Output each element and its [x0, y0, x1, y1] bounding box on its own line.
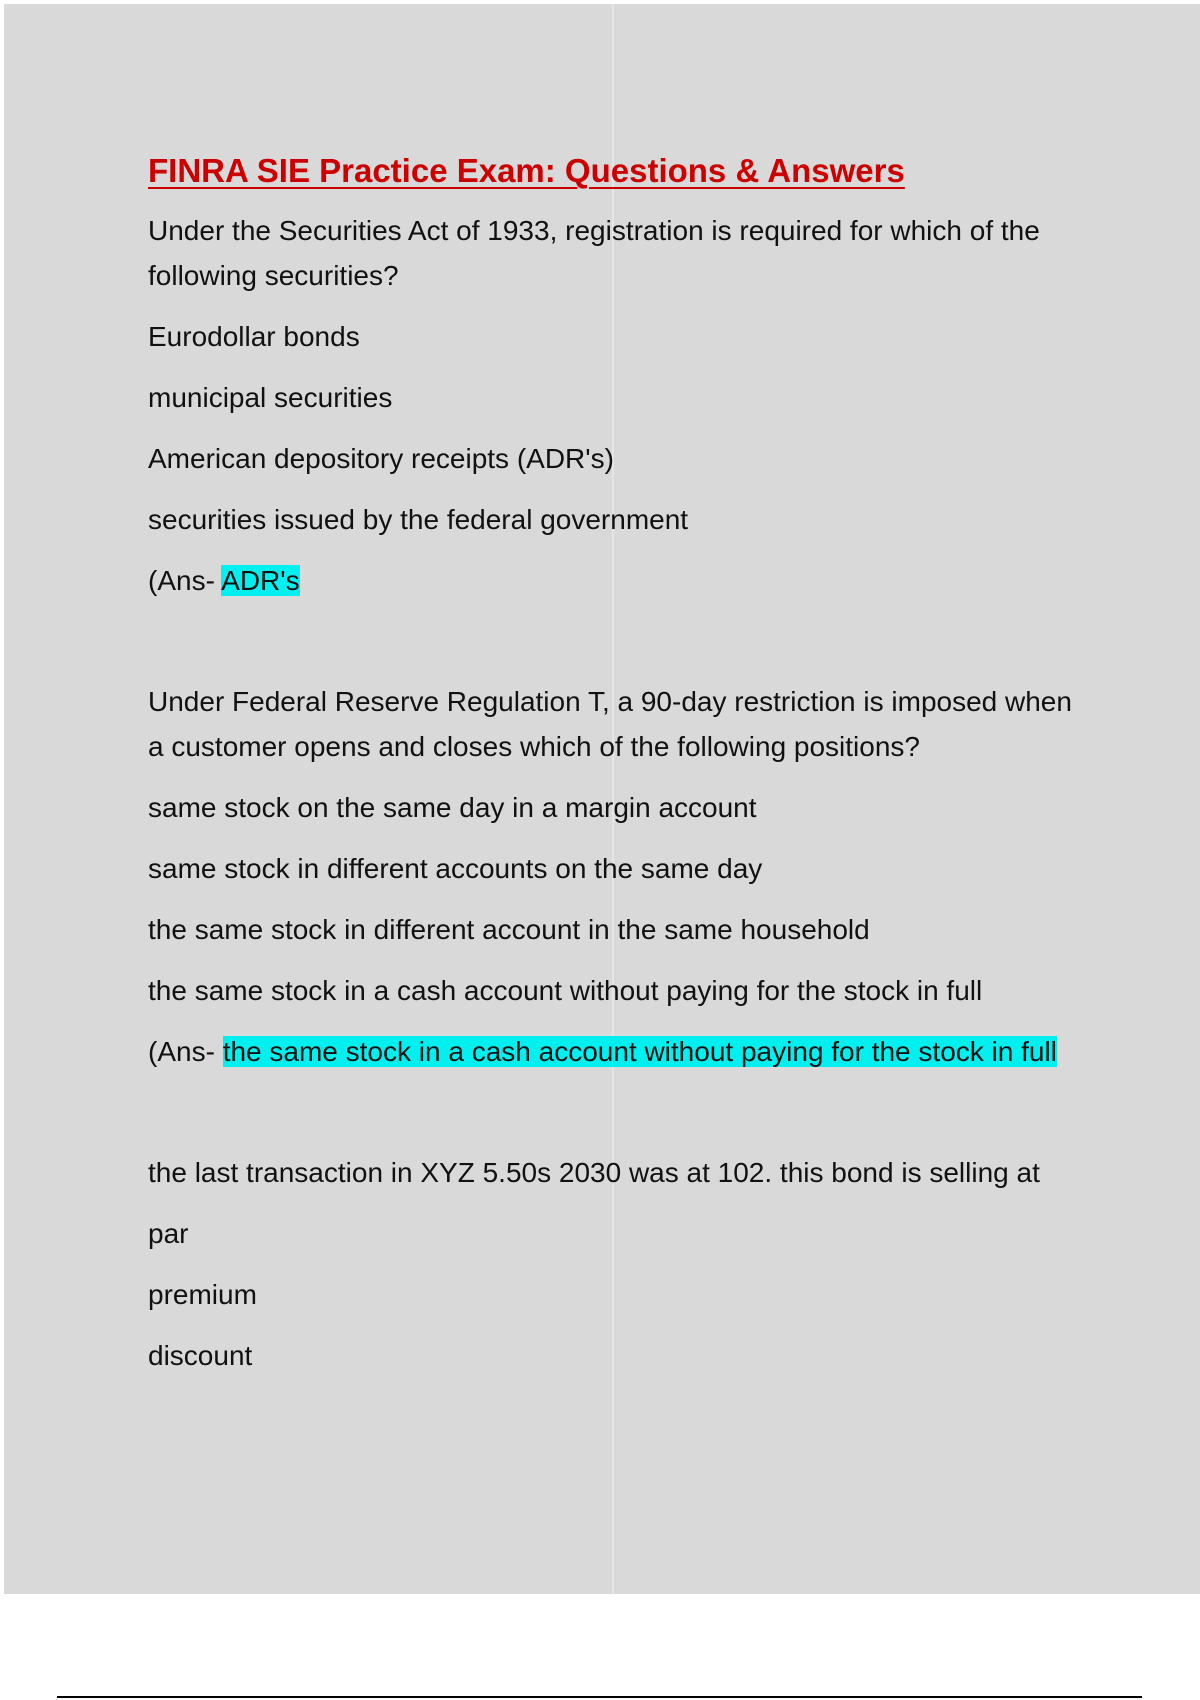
answer-option: premium [148, 1279, 257, 1310]
question-block-1 [148, 208, 1088, 603]
question-block-3 [148, 1150, 1088, 1378]
footer-rule [57, 1696, 1142, 1698]
answer-line [148, 1029, 1088, 1074]
answer-option: the same stock in different account in the same household [148, 914, 870, 945]
question-block-2 [148, 679, 1088, 1074]
answer-option: discount [148, 1340, 253, 1371]
highlighted-answer: the same stock in a cash account without paying for the stock in full [222, 1036, 1057, 1067]
answer-option: same stock in different accounts on the same day [148, 853, 763, 884]
question-text: the last transaction in XYZ 5.50s 2030 was at 102. this bond is selling at [148, 1157, 1040, 1188]
question-text: Under Federal Reserve Regulation T, a 90-day restriction is imposed when a customer opens and closes which of the following positions? [148, 686, 1072, 762]
answer-prefix: (Ans- [148, 565, 222, 596]
spacer [148, 1074, 1088, 1150]
highlighted-answer: ADR's [221, 565, 300, 596]
answer-prefix: (Ans- [148, 1036, 223, 1067]
answer-option: the same stock in a cash account without paying for the stock in full [148, 975, 983, 1006]
answer-option: American depository receipts (ADR's) [148, 443, 614, 474]
answer-option: same stock on the same day in a margin account [148, 792, 757, 823]
spacer [148, 603, 1088, 679]
answer-option: Eurodollar bonds [148, 321, 360, 352]
answer-option: par [148, 1218, 189, 1249]
answer-option: municipal securities [148, 382, 393, 413]
answer-line [148, 558, 1088, 603]
answer-option: securities issued by the federal government [148, 504, 689, 535]
document-title: FINRA SIE Practice Exam: Questions & Answers [148, 152, 905, 189]
question-text: Under the Securities Act of 1933, registration is required for which of the following securities? [148, 215, 1040, 291]
document-content [148, 148, 1088, 1394]
